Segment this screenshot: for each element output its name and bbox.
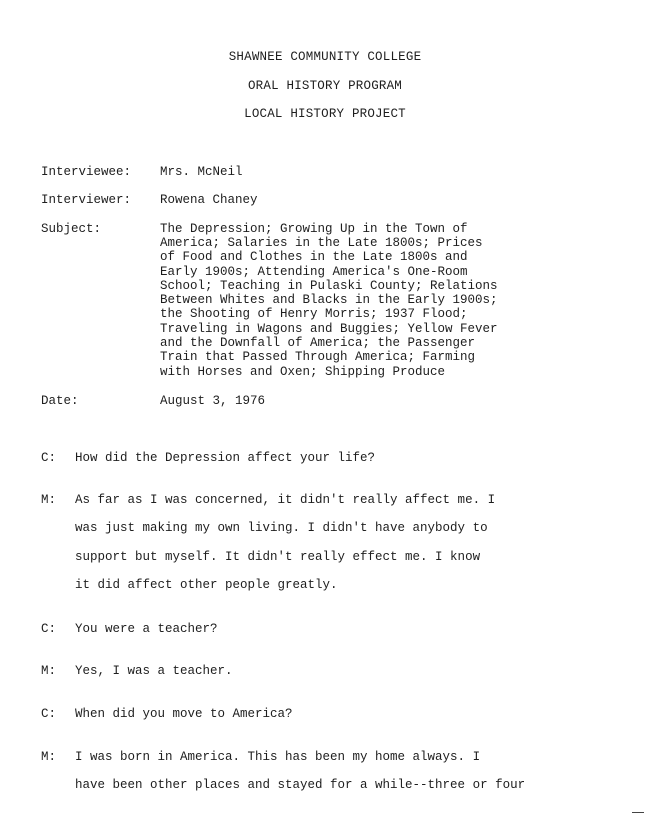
- interviewer-label: Interviewer:: [41, 193, 132, 207]
- transcript-line: was just making my own living. I didn't have anybody to: [75, 521, 488, 535]
- transcript-line: Yes, I was a teacher.: [75, 664, 233, 678]
- date-value: August 3, 1976: [160, 394, 266, 408]
- transcript-line: As far as I was concerned, it didn't really affect me. I: [75, 493, 496, 507]
- subject-line: Between Whites and Blacks in the Early 1900s;: [160, 293, 498, 307]
- subject-line: Train that Passed Through America; Farming: [160, 350, 476, 364]
- subject-line: America; Salaries in the Late 1800s; Prices: [160, 236, 483, 250]
- transcript-line: You were a teacher?: [75, 622, 218, 636]
- transcript-line: have been other places and stayed for a while--three or four: [75, 778, 526, 792]
- project-name: LOCAL HISTORY PROJECT: [244, 107, 406, 121]
- subject-line: Early 1900s; Attending America's One-Room: [160, 265, 468, 279]
- transcript-line: it did affect other people greatly.: [75, 578, 338, 592]
- subject-line: and the Downfall of America; the Passenger: [160, 336, 476, 350]
- date-label: Date:: [41, 394, 79, 408]
- program-name: ORAL HISTORY PROGRAM: [247, 79, 403, 93]
- speaker-tag: M:: [41, 664, 57, 678]
- transcript-line: When did you move to America?: [75, 707, 293, 721]
- subject-label: Subject:: [41, 222, 102, 236]
- page-edge-mark: [632, 812, 644, 813]
- speaker-tag: C:: [41, 707, 57, 721]
- subject-line: The Depression; Growing Up in the Town of: [160, 222, 468, 236]
- transcript-line: How did the Depression affect your life?: [75, 451, 376, 465]
- transcript-line: I was born in America. This has been my home always. I: [75, 750, 481, 764]
- speaker-tag: C:: [41, 622, 57, 636]
- interviewee-value: Mrs. McNeil: [160, 165, 243, 179]
- speaker-tag: C:: [41, 451, 57, 465]
- transcript-line: support but myself. It didn't really effect me. I know: [75, 550, 481, 564]
- subject-line: of Food and Clothes in the Late 1800s and: [160, 250, 468, 264]
- speaker-tag: M:: [41, 750, 57, 764]
- subject-line: Traveling in Wagons and Buggies; Yellow Fever: [160, 322, 498, 336]
- interviewee-label: Interviewee:: [41, 165, 132, 179]
- speaker-tag: M:: [41, 493, 57, 507]
- subject-line: the Shooting of Henry Morris; 1937 Flood;: [160, 307, 468, 321]
- subject-line: with Horses and Oxen; Shipping Produce: [160, 365, 446, 379]
- college-name: SHAWNEE COMMUNITY COLLEGE: [228, 50, 422, 64]
- subject-line: School; Teaching in Pulaski County; Relations: [160, 279, 498, 293]
- interviewer-value: Rowena Chaney: [160, 193, 258, 207]
